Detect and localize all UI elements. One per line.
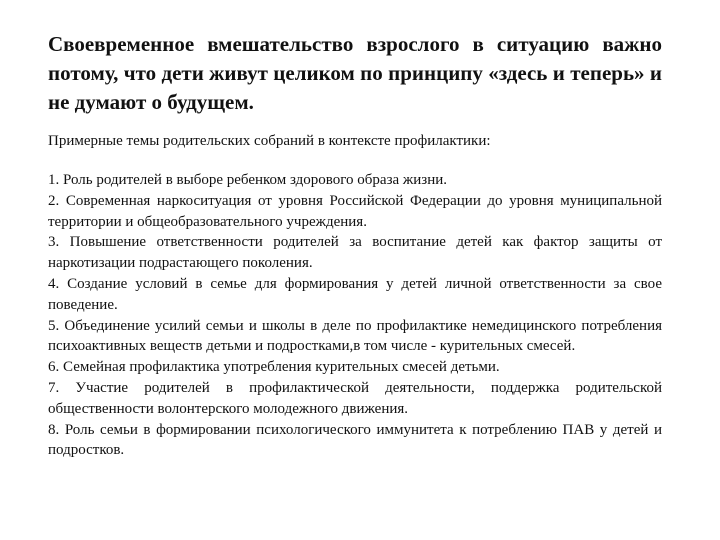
topics-intro: Примерные темы родительских собраний в контексте профилактики: xyxy=(48,133,491,149)
topic-item: 8. Роль семьи в формировании психологического иммунитета к потреблению ПАВ у детей и подростков. xyxy=(48,421,662,459)
topic-item: 6. Семейная профилактика употребления курительных смесей детьми. xyxy=(48,359,500,376)
topic-item: 4. Создание условий в семье для формирования у детей личной ответственности за свое поведение. xyxy=(48,275,662,313)
topic-item: 5. Объединение усилий семьи и школы в деле по профилактике немедицинского потребления психоактивных веществ детьми и подростками,в том числе - курительных смесей. xyxy=(48,317,662,355)
slide-heading: Своевременное вмешательство взрослого в ситуацию важно потому, что дети живут целиком по принципу «здесь и теперь» и не думают о будущем. xyxy=(48,32,662,114)
topic-item: 3. Повышение ответственности родителей за воспитание детей как фактор защиты от наркотизации подрастающего поколения. xyxy=(48,234,662,272)
topic-item: 2. Современная наркоситуация от уровня Российской Федерации до уровня муниципальной территории и общеобразовательного учреждения. xyxy=(48,192,662,230)
slide-content xyxy=(48,30,662,461)
topic-item: 1. Роль родителей в выборе ребенком здорового образа жизни. xyxy=(48,172,448,188)
topic-item: 7. Участие родителей в профилактической деятельности, поддержка родительской общественности волонтерского молодежного движения. xyxy=(48,379,662,417)
topics-list xyxy=(48,170,662,461)
